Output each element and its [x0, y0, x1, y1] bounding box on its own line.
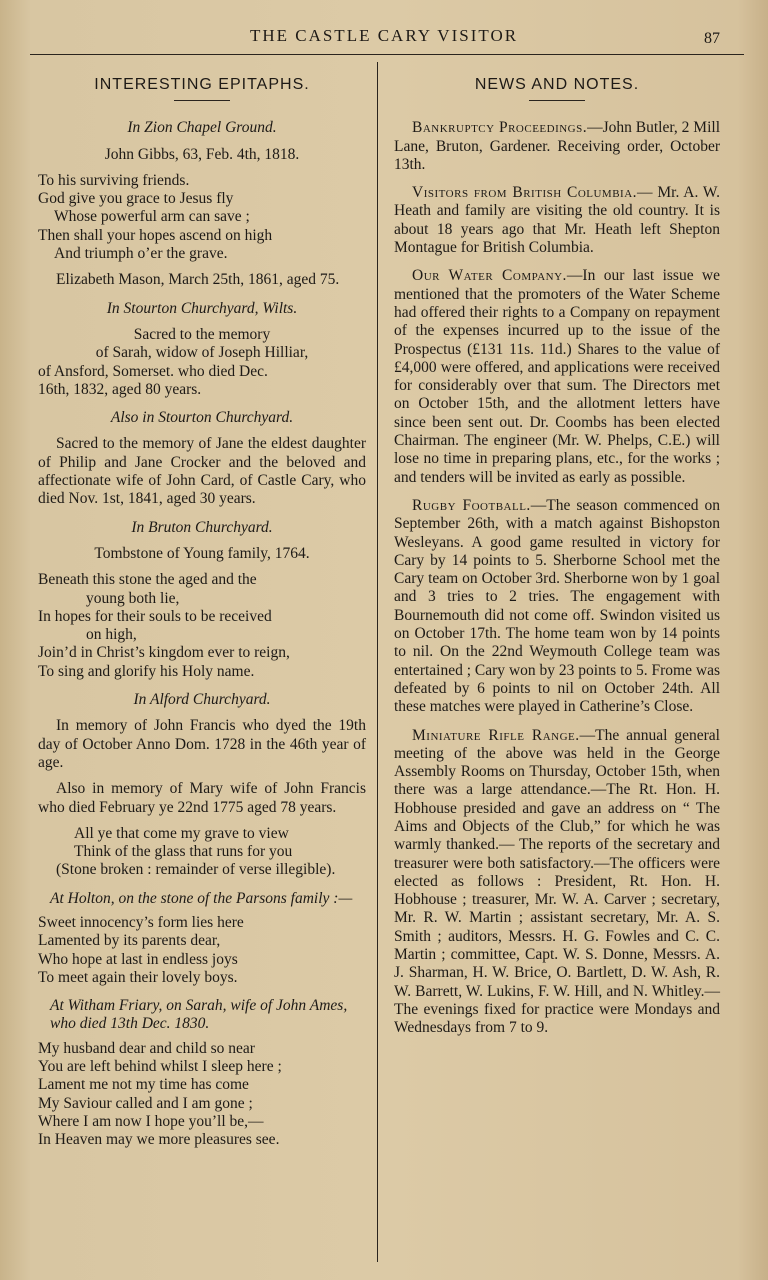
news-item-rugby: [394, 497, 720, 717]
header-rule: [30, 54, 744, 55]
section-title: In Alford Churchyard.: [133, 691, 271, 709]
news-text: —John Butler, 2 Mill Lane, Bruton, Gardener. Receiving order, October 13th.: [394, 119, 721, 173]
news-heading: NEWS AND NOTES.: [474, 76, 640, 93]
news-lead: Bankruptcy Proceedings.: [412, 119, 588, 137]
heading-rule: [529, 100, 585, 101]
section-title: At Holton, on the stone of the Parsons family :—: [50, 889, 353, 907]
verse-line: Where I am now I hope you’ll be,—: [38, 1112, 264, 1130]
news-lead: Rugby Football.: [412, 496, 531, 514]
epitaph-text: Sacred to the memory of Jane the eldest daughter of Philip and Jane Crocker and the beloved and affectionate wife of John Card, of Castle Cary, who died Nov. 1st, 1841, aged 30 years.: [38, 435, 366, 508]
news-text: — Mr. A. W. Heath and family are visiting the old country. It is about 18 years ago that Mr. Heath left Shepton Montague for British Columbia.: [394, 184, 720, 257]
column-divider: [377, 62, 378, 1262]
verse-line: To sing and glorify his Holy name.: [38, 662, 255, 680]
epitaph-text: In memory of John Francis who dyed the 19th day of October Anno Dom. 1728 in the 46th year of age.: [38, 717, 366, 771]
verse-line: on high,: [86, 626, 137, 644]
news-lead: Miniature Rifle Range.: [412, 726, 580, 744]
news-text: —In our last issue we mentioned that the promoters of the Water Scheme had offered their rights to a Company on repayment of the expenses incurred up to the issue of the Prospectus (£131 11s. 11d.) Shares to the value of £4,000 were offered, and applications were received for considerably over that sum. The Directors met on October 15th, and the allotment letters have since been sent out. Dr. Coombs has been elected Chairman. The engineer (Mr. W. Phelps, C.E.) will lose no time in preparing plans, etc., for the works ; and tenders will be invited as early as possible.: [394, 267, 721, 486]
verse-line: In Heaven may we more pleasures see.: [38, 1131, 280, 1149]
verse-line: Lament me not my time has come: [38, 1076, 249, 1094]
epitaphs-heading: INTERESTING EPITAPHS.: [94, 76, 310, 93]
verse-line: My Saviour called and I am gone ;: [38, 1094, 253, 1112]
verse-line: You are left behind whilst I sleep here ;: [38, 1058, 282, 1076]
epitaph-line: John Gibbs, 63, Feb. 4th, 1818.: [104, 145, 300, 163]
news-item-bankruptcy: [394, 119, 720, 174]
news-text: —The season commenced on September 26th, with a match against Bishopston Wesleyans. A good game resulted in victory for Cary by 14 points to 5. Sherborne School met the Cary team on October 3rd. Sherborne won by 1 goal and 3 tries to 2 tries. The engagement with Bournemouth did not come off. Swindon visited us on October 17th. The home team won by 14 points to nil. On the 22nd Weymouth College team was entertained ; Cary won by 23 points to 5. Frome was defeated by 6 points to nil on October 24th. All these matches were played in Catherine’s Close.: [394, 496, 720, 716]
verse-line: Sweet innocency’s form lies here: [38, 913, 244, 931]
news-text: —The annual general meeting of the above was held in the George Assembly Rooms on Thursday, October 15th, when there was a large attendance.—The Rt. Hon. H. Hobhouse presided and gave an address on “ The Aims and Objects of the Club,” for which he was warmly thanked.— The reports of the secretary and treasurer were both satisfactory.—The officers were elected as follows : President, Rt. Hon. H. Hobhouse ; treasurer, Mr. W. A. Carver ; secretary, Mr. R. W. Martin ; assistant secretary, Mr. A. S. Smith ; auditors, Messrs. H. G. Fowles and C. C. Martin ; committee, Capt. W. S. Donne, Messrs. A. J. Sharman, H. W. Brice, O. Bartlett, D. W. Ash, R. W. Barrett, W. Lukins, F. W. Hill, and N. Whitley.— The evenings fixed for practice were Mondays and Wednesdays from 7 to 9.: [394, 726, 720, 1037]
running-title: THE CASTLE CARY VISITOR: [249, 26, 519, 45]
section-title: At Witham Friary, on Sarah, wife of John Ames, who died 13th Dec. 1830.: [50, 997, 348, 1033]
epitaphs-column: [38, 64, 366, 1150]
section-title: In Bruton Churchyard.: [131, 518, 273, 536]
verse-line: To meet again their lovely boys.: [38, 968, 238, 986]
verse-line: God give you grace to Jesus fly: [38, 190, 234, 208]
section-title: Also in Stourton Churchyard.: [110, 409, 294, 427]
news-lead: Visitors from British Columbia.: [412, 184, 638, 202]
verse-line: To his surviving friends.: [38, 171, 190, 189]
epitaph-line: 16th, 1832, aged 80 years.: [38, 380, 202, 398]
verse: [38, 825, 366, 862]
verse: [38, 914, 366, 987]
section-title: In Stourton Churchyard, Wilts.: [106, 299, 298, 317]
epitaph-line: of Sarah, widow of Joseph Hilliar,: [95, 344, 309, 362]
verse: [38, 571, 366, 681]
verse-line: All ye that come my grave to view: [74, 824, 289, 842]
epitaph-text: (Stone broken : remainder of verse illegible).: [56, 861, 336, 879]
heading-rule: [174, 100, 230, 101]
verse: [38, 1040, 366, 1150]
news-item-rifle-range: [394, 727, 720, 1038]
news-item-visitors: [394, 184, 720, 257]
epitaph-line: of Ansford, Somerset. who died Dec.: [38, 362, 268, 380]
verse-line: And triumph o’er the grave.: [54, 245, 228, 263]
verse-line: Then shall your hopes ascend on high: [38, 226, 273, 244]
epitaph-text: Also in memory of Mary wife of John Francis who died February ye 22nd 1775 aged 78 years.: [38, 780, 366, 816]
verse-line: Whose powerful arm can save ;: [54, 208, 250, 226]
news-lead: Our Water Company.: [412, 267, 567, 285]
verse-line: Lamented by its parents dear,: [38, 932, 221, 950]
epitaph-line: Tombstone of Young family, 1764.: [94, 544, 310, 562]
verse-line: young both lie,: [86, 589, 180, 607]
verse-line: My husband dear and child so near: [38, 1039, 255, 1057]
verse-line: Join’d in Christ’s kingdom ever to reign,: [38, 644, 290, 662]
news-column: [394, 64, 720, 1048]
verse-line: Who hope at last in endless joys: [38, 950, 238, 968]
news-item-water-company: [394, 267, 720, 487]
epitaph-line: Sacred to the memory: [133, 325, 271, 343]
verse-line: Beneath this stone the aged and the: [38, 571, 257, 589]
page-header: [0, 22, 768, 52]
verse-line: Think of the glass that runs for you: [74, 843, 293, 861]
epitaph-text: Elizabeth Mason, March 25th, 1861, aged 75.: [56, 271, 340, 289]
page-number: 87: [704, 30, 720, 47]
verse: [38, 172, 366, 263]
section-title: In Zion Chapel Ground.: [127, 119, 277, 137]
verse-line: In hopes for their souls to be received: [38, 607, 272, 625]
